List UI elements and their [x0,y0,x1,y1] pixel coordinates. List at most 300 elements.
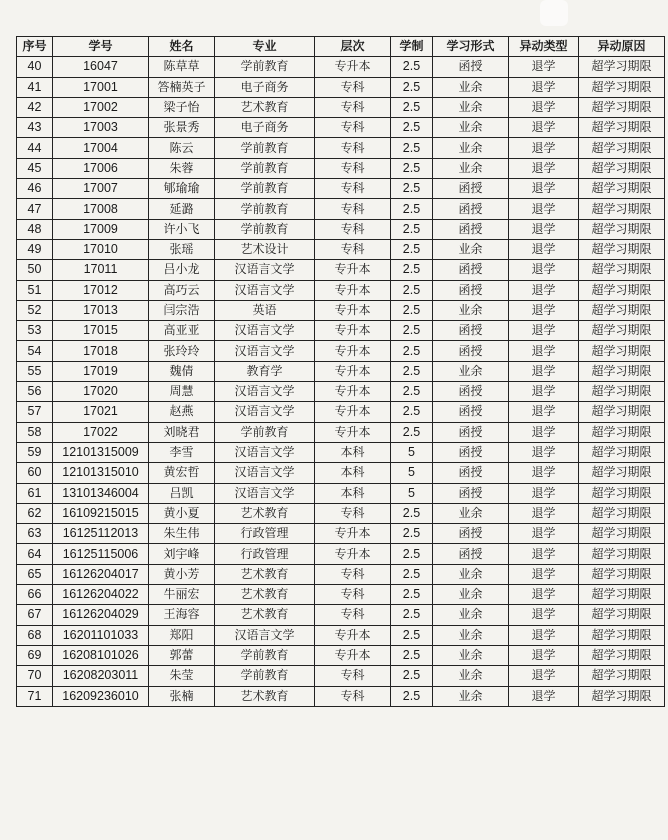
seq-cell: 62 [17,503,53,523]
change-type-cell: 退学 [509,361,579,381]
change-reason-cell: 超学习期限 [579,179,665,199]
change-type-cell: 退学 [509,260,579,280]
study-form-cell: 业余 [433,564,509,584]
change-reason-cell: 超学习期限 [579,503,665,523]
duration-cell: 2.5 [391,260,433,280]
seq-cell: 47 [17,199,53,219]
student-id-cell: 17006 [53,158,149,178]
name-cell: 王海容 [149,605,215,625]
duration-cell: 2.5 [391,361,433,381]
col-header-seq: 序号 [17,37,53,57]
name-cell: 吕小龙 [149,260,215,280]
duration-cell: 2.5 [391,57,433,77]
major-cell: 汉语言文学 [215,463,315,483]
name-cell: 郭蕾 [149,645,215,665]
student-id-cell: 17010 [53,239,149,259]
level-cell: 本科 [315,463,391,483]
duration-cell: 2.5 [391,422,433,442]
change-type-cell: 退学 [509,564,579,584]
seq-cell: 63 [17,524,53,544]
study-form-cell: 函授 [433,57,509,77]
study-form-cell: 函授 [433,544,509,564]
student-id-cell: 17001 [53,77,149,97]
major-cell: 教育学 [215,361,315,381]
change-type-cell: 退学 [509,605,579,625]
seq-cell: 66 [17,585,53,605]
change-type-cell: 退学 [509,97,579,117]
major-cell: 电子商务 [215,77,315,97]
major-cell: 汉语言文学 [215,341,315,361]
name-cell: 魏倩 [149,361,215,381]
major-cell: 汉语言文学 [215,483,315,503]
study-form-cell: 函授 [433,442,509,462]
name-cell: 梁子怡 [149,97,215,117]
change-reason-cell: 超学习期限 [579,382,665,402]
study-form-cell: 业余 [433,361,509,381]
change-reason-cell: 超学习期限 [579,321,665,341]
student-id-cell: 17008 [53,199,149,219]
major-cell: 汉语言文学 [215,442,315,462]
student-id-cell: 17013 [53,300,149,320]
level-cell: 专科 [315,158,391,178]
study-form-cell: 函授 [433,382,509,402]
table-row [17,280,665,300]
table-row [17,645,665,665]
study-form-cell: 业余 [433,118,509,138]
change-type-cell: 退学 [509,77,579,97]
name-cell: 赵燕 [149,402,215,422]
change-type-cell: 退学 [509,402,579,422]
level-cell: 专科 [315,686,391,706]
student-id-cell: 16208101026 [53,645,149,665]
major-cell: 学前教育 [215,422,315,442]
name-cell: 陈草草 [149,57,215,77]
study-form-cell: 业余 [433,97,509,117]
change-type-cell: 退学 [509,442,579,462]
major-cell: 汉语言文学 [215,321,315,341]
student-id-cell: 16126204017 [53,564,149,584]
name-cell: 陈云 [149,138,215,158]
seq-cell: 70 [17,666,53,686]
study-form-cell: 函授 [433,524,509,544]
student-id-cell: 17002 [53,97,149,117]
duration-cell: 2.5 [391,97,433,117]
seq-cell: 57 [17,402,53,422]
scan-smudge [540,0,568,26]
table-body [17,57,665,707]
table-row [17,564,665,584]
table-row [17,239,665,259]
duration-cell: 2.5 [391,666,433,686]
table-row [17,260,665,280]
level-cell: 专升本 [315,260,391,280]
name-cell: 周慧 [149,382,215,402]
change-reason-cell: 超学习期限 [579,300,665,320]
study-form-cell: 业余 [433,625,509,645]
duration-cell: 2.5 [391,564,433,584]
major-cell: 英语 [215,300,315,320]
major-cell: 行政管理 [215,544,315,564]
change-type-cell: 退学 [509,625,579,645]
seq-cell: 51 [17,280,53,300]
level-cell: 专升本 [315,544,391,564]
change-type-cell: 退学 [509,503,579,523]
change-reason-cell: 超学习期限 [579,544,665,564]
level-cell: 专升本 [315,341,391,361]
level-cell: 专科 [315,605,391,625]
change-type-cell: 退学 [509,382,579,402]
study-form-cell: 业余 [433,138,509,158]
level-cell: 本科 [315,442,391,462]
change-type-cell: 退学 [509,524,579,544]
name-cell: 郇瑜瑜 [149,179,215,199]
table-row [17,382,665,402]
seq-cell: 65 [17,564,53,584]
duration-cell: 2.5 [391,503,433,523]
table-row [17,179,665,199]
study-form-cell: 函授 [433,260,509,280]
change-type-cell: 退学 [509,300,579,320]
col-header-duration: 学制 [391,37,433,57]
change-reason-cell: 超学习期限 [579,564,665,584]
student-id-cell: 17009 [53,219,149,239]
major-cell: 行政管理 [215,524,315,544]
col-header-major: 专业 [215,37,315,57]
table-row [17,158,665,178]
seq-cell: 53 [17,321,53,341]
change-type-cell: 退学 [509,280,579,300]
change-type-cell: 退学 [509,219,579,239]
name-cell: 黄小夏 [149,503,215,523]
table-row [17,199,665,219]
change-type-cell: 退学 [509,686,579,706]
study-form-cell: 业余 [433,585,509,605]
name-cell: 黄宏哲 [149,463,215,483]
change-reason-cell: 超学习期限 [579,77,665,97]
name-cell: 张玲玲 [149,341,215,361]
change-type-cell: 退学 [509,179,579,199]
name-cell: 延潞 [149,199,215,219]
duration-cell: 2.5 [391,402,433,422]
change-reason-cell: 超学习期限 [579,605,665,625]
major-cell: 艺术教育 [215,503,315,523]
table-row [17,605,665,625]
study-form-cell: 业余 [433,503,509,523]
change-reason-cell: 超学习期限 [579,260,665,280]
seq-cell: 56 [17,382,53,402]
duration-cell: 2.5 [391,280,433,300]
study-form-cell: 函授 [433,179,509,199]
major-cell: 汉语言文学 [215,625,315,645]
change-type-cell: 退学 [509,239,579,259]
change-reason-cell: 超学习期限 [579,585,665,605]
name-cell: 许小飞 [149,219,215,239]
change-type-cell: 退学 [509,158,579,178]
major-cell: 艺术教育 [215,564,315,584]
change-reason-cell: 超学习期限 [579,97,665,117]
duration-cell: 2.5 [391,138,433,158]
level-cell: 专科 [315,219,391,239]
name-cell: 高巧云 [149,280,215,300]
duration-cell: 2.5 [391,686,433,706]
study-form-cell: 函授 [433,199,509,219]
level-cell: 专升本 [315,524,391,544]
change-reason-cell: 超学习期限 [579,402,665,422]
major-cell: 学前教育 [215,199,315,219]
name-cell: 张景秀 [149,118,215,138]
level-cell: 专升本 [315,280,391,300]
change-reason-cell: 超学习期限 [579,524,665,544]
seq-cell: 41 [17,77,53,97]
change-reason-cell: 超学习期限 [579,239,665,259]
table-row [17,361,665,381]
seq-cell: 46 [17,179,53,199]
name-cell: 刘宇峰 [149,544,215,564]
col-header-study-form: 学习形式 [433,37,509,57]
table-row [17,219,665,239]
seq-cell: 67 [17,605,53,625]
duration-cell: 2.5 [391,625,433,645]
seq-cell: 43 [17,118,53,138]
student-id-cell: 12101315009 [53,442,149,462]
level-cell: 专升本 [315,321,391,341]
change-reason-cell: 超学习期限 [579,625,665,645]
change-type-cell: 退学 [509,483,579,503]
name-cell: 朱莹 [149,666,215,686]
major-cell: 学前教育 [215,57,315,77]
change-type-cell: 退学 [509,57,579,77]
level-cell: 专升本 [315,645,391,665]
level-cell: 专升本 [315,300,391,320]
change-type-cell: 退学 [509,645,579,665]
seq-cell: 50 [17,260,53,280]
student-id-cell: 16126204022 [53,585,149,605]
level-cell: 专科 [315,199,391,219]
change-reason-cell: 超学习期限 [579,442,665,462]
level-cell: 专科 [315,138,391,158]
duration-cell: 2.5 [391,179,433,199]
major-cell: 艺术教育 [215,585,315,605]
study-form-cell: 函授 [433,422,509,442]
level-cell: 专升本 [315,57,391,77]
level-cell: 专升本 [315,382,391,402]
student-id-cell: 17015 [53,321,149,341]
change-type-cell: 退学 [509,544,579,564]
change-reason-cell: 超学习期限 [579,361,665,381]
duration-cell: 2.5 [391,605,433,625]
student-id-cell: 13101346004 [53,483,149,503]
student-id-cell: 17011 [53,260,149,280]
student-id-cell: 16209236010 [53,686,149,706]
duration-cell: 2.5 [391,77,433,97]
major-cell: 学前教育 [215,138,315,158]
name-cell: 朱蓉 [149,158,215,178]
change-type-cell: 退学 [509,341,579,361]
col-header-name: 姓名 [149,37,215,57]
major-cell: 电子商务 [215,118,315,138]
seq-cell: 52 [17,300,53,320]
name-cell: 李雪 [149,442,215,462]
duration-cell: 5 [391,463,433,483]
change-reason-cell: 超学习期限 [579,463,665,483]
level-cell: 专科 [315,97,391,117]
study-form-cell: 业余 [433,158,509,178]
name-cell: 朱生伟 [149,524,215,544]
change-reason-cell: 超学习期限 [579,219,665,239]
level-cell: 专科 [315,77,391,97]
student-id-cell: 17019 [53,361,149,381]
level-cell: 专升本 [315,361,391,381]
change-reason-cell: 超学习期限 [579,645,665,665]
table-row [17,97,665,117]
table-row [17,321,665,341]
study-form-cell: 业余 [433,239,509,259]
major-cell: 汉语言文学 [215,402,315,422]
level-cell: 专升本 [315,625,391,645]
major-cell: 学前教育 [215,219,315,239]
seq-cell: 59 [17,442,53,462]
seq-cell: 64 [17,544,53,564]
name-cell: 黄小芳 [149,564,215,584]
change-type-cell: 退学 [509,199,579,219]
study-form-cell: 业余 [433,605,509,625]
change-reason-cell: 超学习期限 [579,483,665,503]
table-row [17,686,665,706]
change-reason-cell: 超学习期限 [579,280,665,300]
seq-cell: 44 [17,138,53,158]
duration-cell: 2.5 [391,118,433,138]
change-reason-cell: 超学习期限 [579,686,665,706]
major-cell: 学前教育 [215,158,315,178]
table-row [17,625,665,645]
name-cell: 张瑶 [149,239,215,259]
level-cell: 专科 [315,564,391,584]
duration-cell: 2.5 [391,300,433,320]
level-cell: 专科 [315,118,391,138]
name-cell: 吕凯 [149,483,215,503]
major-cell: 艺术教育 [215,686,315,706]
major-cell: 汉语言文学 [215,280,315,300]
col-header-change-type: 异动类型 [509,37,579,57]
study-form-cell: 函授 [433,280,509,300]
level-cell: 专科 [315,503,391,523]
duration-cell: 2.5 [391,199,433,219]
seq-cell: 60 [17,463,53,483]
table-row [17,666,665,686]
study-form-cell: 函授 [433,402,509,422]
change-reason-cell: 超学习期限 [579,138,665,158]
student-id-cell: 16109215015 [53,503,149,523]
seq-cell: 48 [17,219,53,239]
table-row [17,503,665,523]
change-reason-cell: 超学习期限 [579,199,665,219]
level-cell: 专升本 [315,422,391,442]
duration-cell: 2.5 [391,321,433,341]
change-reason-cell: 超学习期限 [579,118,665,138]
table-row [17,442,665,462]
duration-cell: 2.5 [391,382,433,402]
name-cell: 刘晓君 [149,422,215,442]
duration-cell: 2.5 [391,544,433,564]
change-type-cell: 退学 [509,422,579,442]
change-reason-cell: 超学习期限 [579,341,665,361]
major-cell: 学前教育 [215,645,315,665]
duration-cell: 2.5 [391,524,433,544]
duration-cell: 2.5 [391,239,433,259]
seq-cell: 55 [17,361,53,381]
table-row [17,524,665,544]
seq-cell: 69 [17,645,53,665]
col-header-level: 层次 [315,37,391,57]
study-form-cell: 函授 [433,341,509,361]
table-row [17,483,665,503]
change-type-cell: 退学 [509,463,579,483]
table-row [17,402,665,422]
student-id-cell: 16201101033 [53,625,149,645]
name-cell: 郑阳 [149,625,215,645]
change-type-cell: 退学 [509,118,579,138]
study-form-cell: 业余 [433,77,509,97]
student-id-cell: 16208203011 [53,666,149,686]
change-reason-cell: 超学习期限 [579,666,665,686]
table-row [17,422,665,442]
name-cell: 闫宗浩 [149,300,215,320]
student-id-cell: 17022 [53,422,149,442]
level-cell: 专科 [315,179,391,199]
col-header-change-reason: 异动原因 [579,37,665,57]
study-form-cell: 函授 [433,483,509,503]
change-reason-cell: 超学习期限 [579,57,665,77]
major-cell: 汉语言文学 [215,260,315,280]
student-id-cell: 17012 [53,280,149,300]
name-cell: 高亚亚 [149,321,215,341]
header-row [17,37,665,57]
table-row [17,118,665,138]
major-cell: 艺术教育 [215,97,315,117]
duration-cell: 2.5 [391,585,433,605]
major-cell: 学前教育 [215,666,315,686]
table-row [17,463,665,483]
student-change-table-sheet [16,36,665,707]
student-id-cell: 17018 [53,341,149,361]
student-change-table [16,36,665,707]
seq-cell: 58 [17,422,53,442]
change-type-cell: 退学 [509,585,579,605]
change-type-cell: 退学 [509,666,579,686]
study-form-cell: 业余 [433,686,509,706]
level-cell: 专升本 [315,402,391,422]
study-form-cell: 函授 [433,321,509,341]
student-id-cell: 16047 [53,57,149,77]
col-header-student-id: 学号 [53,37,149,57]
table-row [17,138,665,158]
change-type-cell: 退学 [509,138,579,158]
table-row [17,300,665,320]
student-id-cell: 17003 [53,118,149,138]
duration-cell: 5 [391,483,433,503]
student-id-cell: 16125112013 [53,524,149,544]
seq-cell: 42 [17,97,53,117]
study-form-cell: 业余 [433,645,509,665]
duration-cell: 2.5 [391,341,433,361]
seq-cell: 40 [17,57,53,77]
major-cell: 艺术设计 [215,239,315,259]
table-row [17,341,665,361]
change-reason-cell: 超学习期限 [579,158,665,178]
table-row [17,585,665,605]
student-id-cell: 16126204029 [53,605,149,625]
table-row [17,57,665,77]
